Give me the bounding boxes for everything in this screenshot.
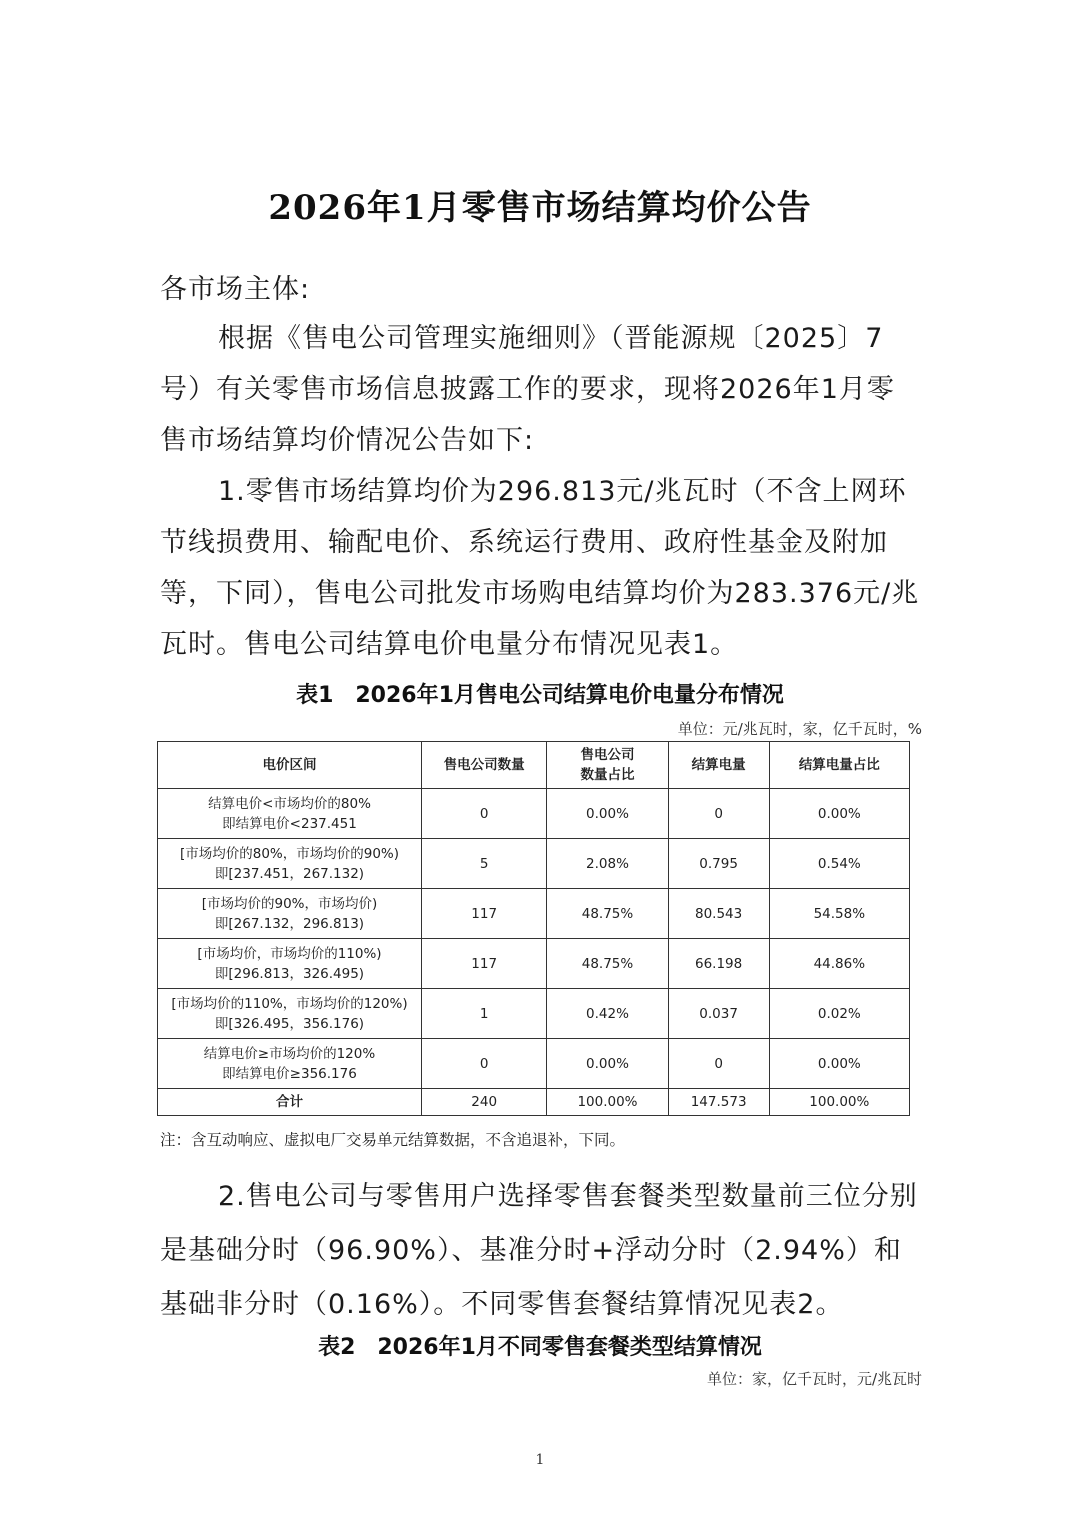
total-volume-share: 100.00% — [769, 1089, 909, 1116]
price-range-cell — [158, 789, 422, 839]
table-note: 注：含互动响应、虚拟电厂交易单元结算数据，不含追退补，下同。 — [160, 1131, 626, 1149]
range-value: 即结算电价≥356.176 — [222, 1065, 357, 1082]
range-label: [市场均价的110%，市场均价的120%) — [171, 995, 408, 1012]
table1-caption: 表1 2026年1月售电公司结算电价电量分布情况 — [296, 683, 784, 708]
company-share: 0.00% — [547, 1039, 668, 1089]
range-label: 结算电价<市场均价的80% — [208, 795, 371, 812]
volume-share: 0.54% — [769, 839, 909, 889]
table-row — [158, 889, 910, 939]
page-title: 2026年1月零售市场结算均价公告 — [268, 188, 812, 228]
header-volume: 结算电量 — [668, 742, 769, 789]
range-value: 即[296.813，326.495) — [214, 965, 365, 982]
volume: 0.795 — [668, 839, 769, 889]
volume: 0 — [668, 1039, 769, 1089]
header-company-share-text: 售电公司数量占比 — [580, 747, 635, 783]
volume: 80.543 — [668, 889, 769, 939]
price-distribution-table — [157, 741, 910, 1116]
range-value: 即[326.495，356.176) — [214, 1015, 365, 1032]
volume-share: 0.00% — [769, 789, 909, 839]
range-label: [市场均价的80%，市场均价的90%) — [179, 845, 400, 862]
volume: 66.198 — [668, 939, 769, 989]
range-label: [市场均价，市场均价的110%) — [197, 945, 382, 962]
table1-unit: 单位：元/兆瓦时，家，亿千瓦时，% — [677, 720, 922, 738]
volume: 0.037 — [668, 989, 769, 1039]
range-value: 即结算电价<237.451 — [222, 815, 357, 832]
company-count: 117 — [421, 939, 546, 989]
company-share: 0.42% — [547, 989, 668, 1039]
header-company-share — [547, 742, 668, 789]
paragraph-package-types: 2.售电公司与零售用户选择零售套餐类型数量前三位分别是基础分时（96.90%）、基准分时+浮动分时（2.94%）和基础非分时（0.16%）。不同零售套餐结算情况见表2。 — [160, 1181, 918, 1320]
range-label: [市场均价的90%，市场均价) — [201, 895, 378, 912]
header-company-count: 售电公司数量 — [421, 742, 546, 789]
total-count: 240 — [421, 1089, 546, 1116]
header-volume-share: 结算电量占比 — [769, 742, 909, 789]
volume-share: 44.86% — [769, 939, 909, 989]
company-share: 48.75% — [547, 889, 668, 939]
company-count: 0 — [421, 1039, 546, 1089]
table-row — [158, 939, 910, 989]
table2-unit: 单位：家，亿千瓦时，元/兆瓦时 — [706, 1370, 922, 1388]
company-count: 0 — [421, 789, 546, 839]
page-number: 1 — [535, 1452, 545, 1468]
company-count: 117 — [421, 889, 546, 939]
volume: 0 — [668, 789, 769, 839]
company-share: 2.08% — [547, 839, 668, 889]
company-count: 1 — [421, 989, 546, 1039]
price-range-cell — [158, 939, 422, 989]
price-range-cell — [158, 889, 422, 939]
price-range-cell — [158, 839, 422, 889]
price-range-cell — [158, 989, 422, 1039]
paragraph-intro: 根据《售电公司管理实施细则》（晋能源规〔2025〕7号）有关零售市场信息披露工作的要求，现将2026年1月零售市场结算均价情况公告如下: — [160, 323, 895, 456]
company-share: 0.00% — [547, 789, 668, 839]
table2-caption: 表2 2026年1月不同零售套餐类型结算情况 — [318, 1335, 762, 1360]
header-price-range: 电价区间 — [158, 742, 422, 789]
table-row — [158, 1039, 910, 1089]
range-label: 结算电价≥市场均价的120% — [203, 1045, 376, 1062]
company-count: 5 — [421, 839, 546, 889]
company-share: 48.75% — [547, 939, 668, 989]
table-row — [158, 839, 910, 889]
volume-share: 54.58% — [769, 889, 909, 939]
table-row — [158, 789, 910, 839]
table-row — [158, 989, 910, 1039]
range-value: 即[237.451，267.132) — [214, 865, 365, 882]
price-range-cell — [158, 1039, 422, 1089]
volume-share: 0.02% — [769, 989, 909, 1039]
total-count-share: 100.00% — [547, 1089, 668, 1116]
salutation: 各市场主体: — [160, 274, 311, 305]
total-label: 合计 — [158, 1089, 422, 1116]
volume-share: 0.00% — [769, 1039, 909, 1089]
total-volume: 147.573 — [668, 1089, 769, 1116]
range-value: 即[267.132，296.813) — [214, 915, 365, 932]
paragraph-average-price: 1.零售市场结算均价为296.813元/兆瓦时（不含上网环节线损费用、输配电价、系统运行费用、政府性基金及附加等，下同），售电公司批发市场购电结算均价为283.376元/兆瓦时。售电公司结算电价电量分布情况见表1。 — [160, 476, 920, 660]
table-header-row — [158, 742, 910, 789]
table-total-row — [158, 1089, 910, 1116]
